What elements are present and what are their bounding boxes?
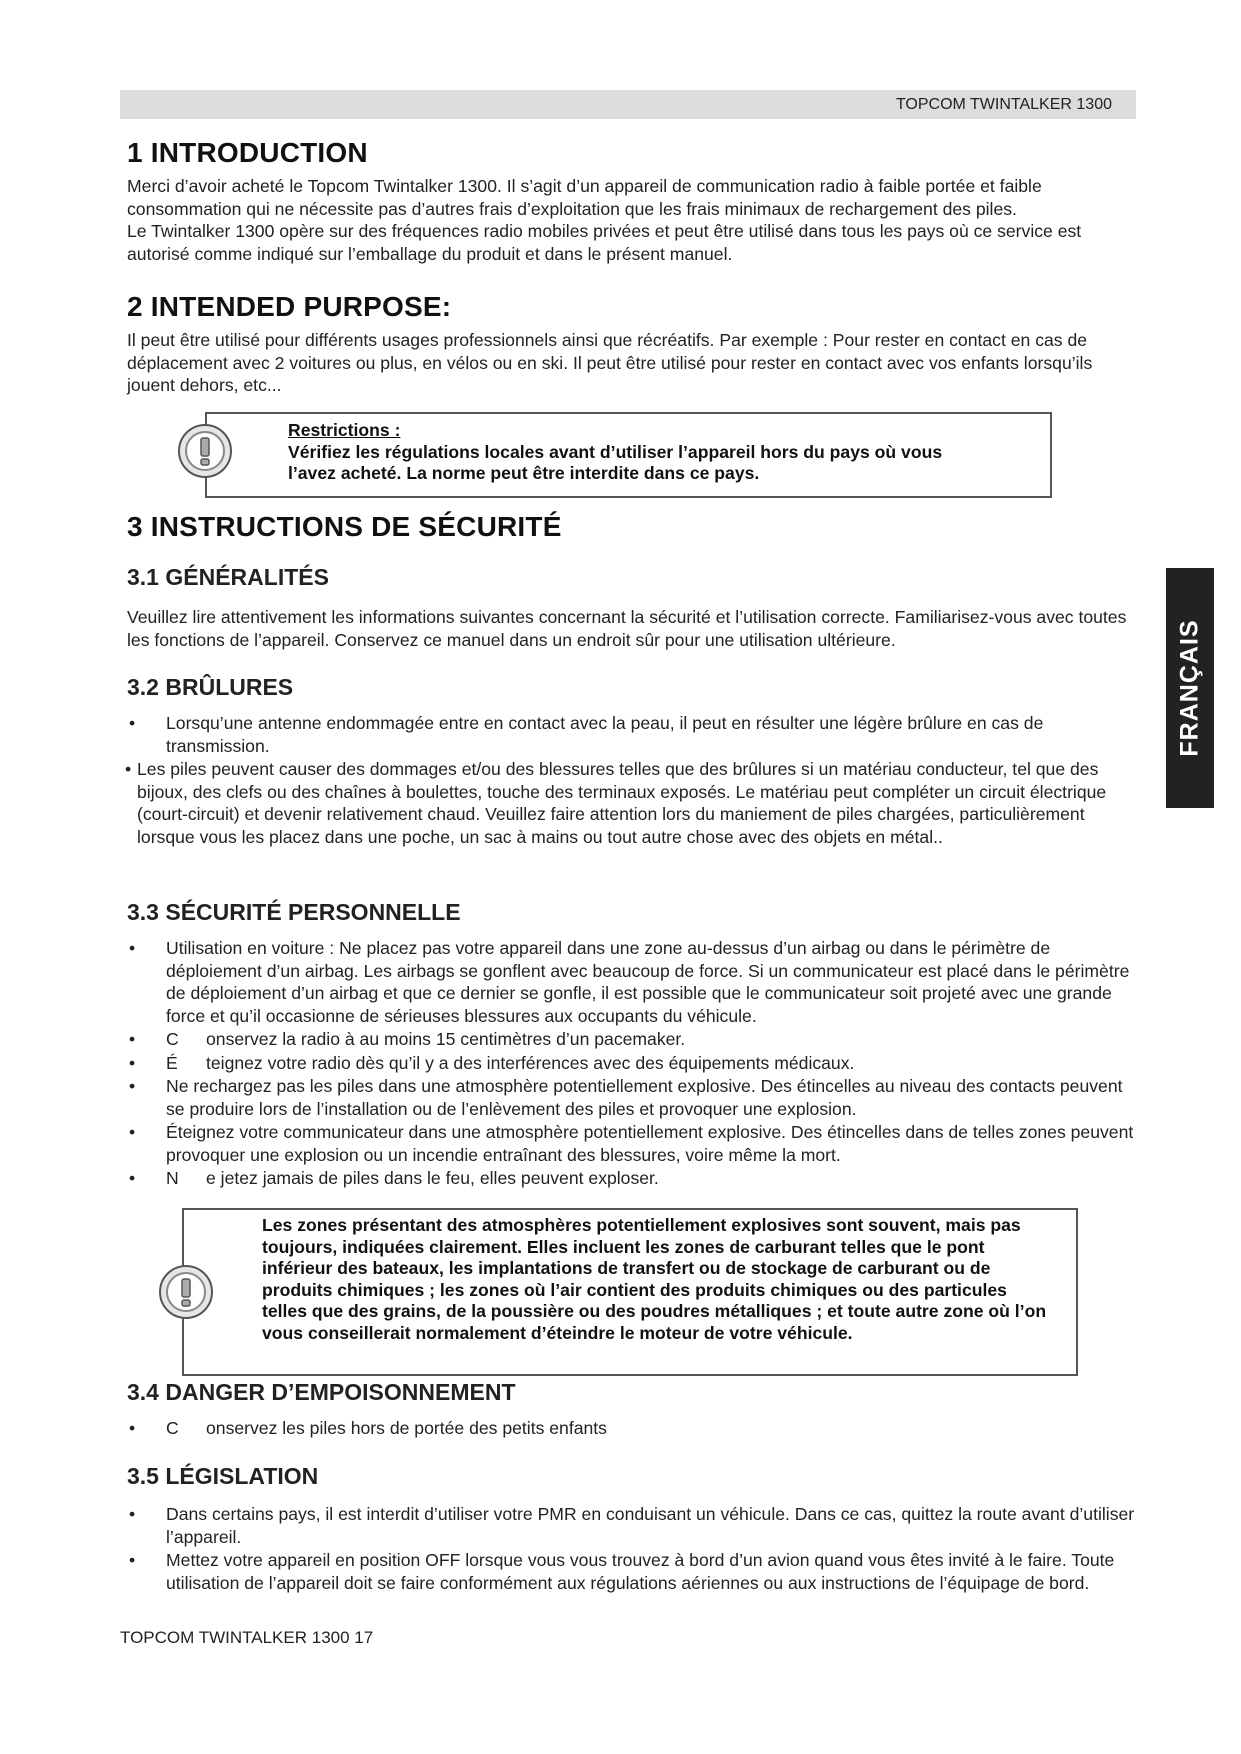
bullet-icon: • bbox=[129, 1168, 136, 1188]
list-item: • C onservez la radio à au moins 15 centimètres d’un pacemaker. bbox=[129, 1029, 686, 1049]
language-tab-label: FRANÇAIS bbox=[1175, 619, 1204, 757]
subsection-title: 3.1 GÉNÉRALITÉS bbox=[127, 564, 329, 590]
page-footer: TOPCOM TWINTALKER 1300 17 bbox=[120, 1628, 374, 1647]
warning-icon bbox=[158, 1264, 214, 1320]
note-text: Les zones présentant des atmosphères potentiellement explosives sont souvent, mais pas toujours, indiquées clairement. Elles incluent les zones de carburant telles que le pont inférieur des bateaux, les implantations de transfert ou de stockage de carburant ou de produits chimiques ; les zones où l’air contient des produits chimiques ou des particules telles que des grains, de la poussière ou des poudres métalliques ; et toute autre zone où l’on vous conseillerait normalement d’éteindre le moteur de votre véhicule. bbox=[262, 1215, 1047, 1343]
bullet-icon: • bbox=[129, 938, 136, 958]
section-title: 2 INTENDED PURPOSE: bbox=[127, 291, 452, 322]
restrictions-note bbox=[205, 412, 1052, 498]
bullet-icon: • bbox=[125, 759, 132, 779]
subsection-title: 3.5 LÉGISLATION bbox=[127, 1463, 319, 1489]
language-tab bbox=[1166, 568, 1214, 808]
subsection-general bbox=[127, 562, 1142, 651]
bullet-icon: • bbox=[129, 1418, 136, 1438]
restrictions-heading: Restrictions : bbox=[288, 420, 401, 440]
restrictions-line: Vérifiez les régulations locales avant d’utiliser l’appareil hors du pays où vous bbox=[288, 441, 943, 462]
list-item: • Lorsqu’une antenne endommagée entre en contact avec la peau, il peut en résulter une légère brûlure en cas de transmission. bbox=[129, 713, 1044, 756]
subsection-legislation bbox=[127, 1461, 1142, 1595]
bullet-icon: • bbox=[129, 1550, 136, 1570]
list-item: • É teignez votre radio dès qu’il y a des interférences avec des équipements médicaux. bbox=[129, 1052, 855, 1073]
subsection-burns bbox=[127, 672, 1142, 849]
list-item: • Dans certains pays, il est interdit d’utiliser votre PMR en conduisant un véhicule. Dans ce cas, quittez la route avant d’utiliser l’appareil. bbox=[129, 1504, 1135, 1547]
paragraph: Le Twintalker 1300 opère sur des fréquences radio mobiles privées et peut être utilisé dans tous les pays où ce service est autorisé comme indiqué sur l’emballage du produit et dans le présent manuel. bbox=[127, 221, 1082, 264]
section-title: 1 INTRODUCTION bbox=[127, 137, 368, 168]
bullet-icon: • bbox=[129, 713, 136, 733]
list-item: • Les piles peuvent causer des dommages et/ou des blessures telles que des brûlures si un matériau conducteur, tel que des bijoux, des clefs ou des chaînes à boulettes, touche des terminaux exposés. Le matériau peut compléter un circuit électrique (court-circuit) et devenir relativement chaud. Veuillez faire attention lors du maniement de piles chargées, particulièrement lorsque vous les placez dans une poche, un sac à mains ou tout autre chose avec des objets en métal.. bbox=[125, 759, 1107, 847]
section-introduction bbox=[127, 135, 1142, 265]
paragraph: Veuillez lire attentivement les informations suivantes concernant la sécurité et l’utilisation correcte. Familiarisez-vous avec toutes les fonctions de l’appareil. Conservez ce manuel dans un endroit sûr pour une utilisation ultérieure. bbox=[127, 607, 1127, 650]
bullet-icon: • bbox=[129, 1076, 136, 1096]
explosive-atmosphere-note bbox=[182, 1208, 1078, 1376]
list-item: • Utilisation en voiture : Ne placez pas votre appareil dans une zone au-dessus d’un airbag ou dans le périmètre de déploiement d’un airbag. Les airbags se gonflent avec beaucoup de force. Si un communicateur est placé dans le périmètre de déploiement d’un airbag et que ce dernier se gonfle, il est possible que le communicateur soit projeté avec une grande force et qu’il occasionne de sérieuses blessures aux occupants du véhicule. bbox=[129, 938, 1130, 1026]
section-intended-purpose bbox=[127, 289, 1142, 397]
section-title: 3 INSTRUCTIONS DE SÉCURITÉ bbox=[127, 511, 562, 542]
bullet-icon: • bbox=[129, 1052, 136, 1073]
paragraph: Merci d’avoir acheté le Topcom Twintalker 1300. Il s’agit d’un appareil de communication radio à faible portée et faible consommation qui ne nécessite pas d’autres frais d’exploitation que les frais minimaux de rechargement des piles. bbox=[127, 176, 1042, 219]
subsection-title: 3.2 BRÛLURES bbox=[127, 674, 294, 700]
bullet-icon: • bbox=[129, 1504, 136, 1524]
section-safety bbox=[127, 509, 1142, 545]
list-item: • Ne rechargez pas les piles dans une atmosphère potentiellement explosive. Des étincelles au niveau des contacts peuvent se produire lors de l’installation ou de l’enlèvement des piles et provoquer une explosion. bbox=[129, 1076, 1123, 1119]
list-item: • Mettez votre appareil en position OFF lorsque vous vous trouvez à bord d’un avion quand vous êtes invité à le faire. Toute utilisation de l’appareil doit se faire conformément aux régulations aériennes ou aux instructions de l’équipage de bord. bbox=[129, 1550, 1115, 1593]
header-bar bbox=[120, 90, 1136, 119]
warning-icon bbox=[177, 423, 233, 479]
subsection-poisoning bbox=[127, 1377, 1142, 1441]
list-item: • Éteignez votre communicateur dans une atmosphère potentiellement explosive. Des étincelles dans de telles zones peuvent provoquer une explosion ou un incendie entraînant des blessures, voire même la mort. bbox=[129, 1122, 1134, 1165]
subsection-title: 3.3 SÉCURITÉ PERSONNELLE bbox=[127, 899, 461, 925]
header-title: TOPCOM TWINTALKER 1300 bbox=[895, 96, 1112, 113]
bullet-icon: • bbox=[129, 1029, 136, 1049]
bullet-icon: • bbox=[129, 1122, 136, 1142]
list-item: • C onservez les piles hors de portée des petits enfants bbox=[129, 1418, 607, 1438]
restrictions-line: l’avez acheté. La norme peut être interdite dans ce pays. bbox=[288, 463, 760, 483]
list-item: • N e jetez jamais de piles dans le feu, elles peuvent exploser. bbox=[129, 1168, 659, 1188]
paragraph: Il peut être utilisé pour différents usages professionnels ainsi que récréatifs. Par exemple : Pour rester en contact en cas de déplacement avec 2 voitures ou plus, en vélos ou en ski. Il peut être utilisé pour rester en contact avec vos enfants lorsqu’ils jouent dehors, etc... bbox=[127, 330, 1093, 395]
subsection-personal-safety bbox=[127, 897, 1142, 1191]
subsection-title: 3.4 DANGER D’EMPOISONNEMENT bbox=[127, 1379, 516, 1405]
